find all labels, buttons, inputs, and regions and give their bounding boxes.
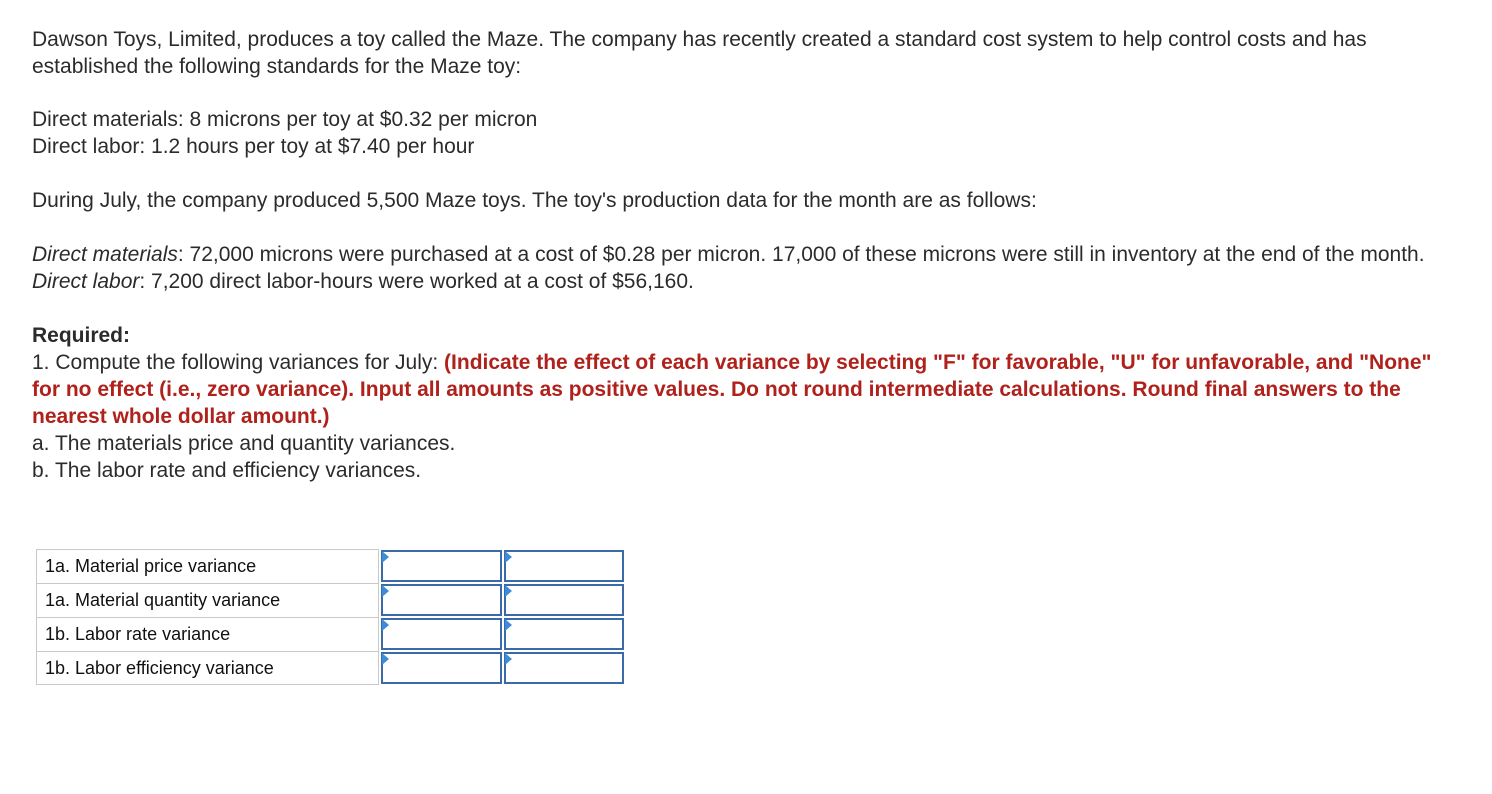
- material-quantity-effect-select[interactable]: [504, 584, 624, 616]
- labor-efficiency-amount-input[interactable]: [381, 652, 502, 684]
- row-label: 1b. Labor rate variance: [36, 617, 379, 651]
- material-quantity-amount-input[interactable]: [381, 584, 502, 616]
- direct-labor-label: Direct labor: [32, 270, 140, 293]
- production-direct-labor: [32, 268, 1452, 295]
- question-1: [32, 349, 1452, 430]
- table-row: [36, 617, 624, 651]
- labor-rate-amount-input[interactable]: [381, 618, 502, 650]
- material-price-amount-input[interactable]: [381, 550, 502, 582]
- question-part-b: b. The labor rate and efficiency variances.: [32, 459, 422, 482]
- amount-cell: [379, 617, 502, 651]
- row-label: 1a. Material price variance: [36, 549, 379, 583]
- table-row: [36, 651, 624, 685]
- standard-direct-materials: Direct materials: 8 microns per toy at $0.32 per micron: [32, 108, 538, 131]
- effect-cell: [502, 583, 624, 617]
- amount-cell: [379, 583, 502, 617]
- row-label: 1a. Material quantity variance: [36, 583, 379, 617]
- production-intro: During July, the company produced 5,500 Maze toys. The toy's production data for the month are as follows:: [32, 189, 1037, 212]
- question-part-a: a. The materials price and quantity variances.: [32, 432, 456, 455]
- question-1-instructions: (Indicate the effect of each variance by selecting "F" for favorable, "U" for unfavorable, and "None" for no effect (i.e., zero variance). Input all amounts as positive values. Do not round intermediate calculations. Round final answers to the nearest whole dollar amount.): [32, 351, 1432, 428]
- answer-table: [36, 549, 624, 685]
- amount-cell: [379, 651, 502, 685]
- material-price-effect-select[interactable]: [504, 550, 624, 582]
- production-direct-materials: [32, 241, 1452, 268]
- effect-cell: [502, 617, 624, 651]
- standard-direct-labor: Direct labor: 1.2 hours per toy at $7.40 per hour: [32, 135, 475, 158]
- direct-materials-label: Direct materials: [32, 243, 178, 266]
- question-1-lead: 1. Compute the following variances for July:: [32, 351, 445, 374]
- effect-cell: [502, 549, 624, 583]
- direct-labor-detail: : 7,200 direct labor-hours were worked at a cost of $56,160.: [139, 270, 694, 293]
- required-heading: Required:: [32, 324, 131, 347]
- problem-content: [32, 26, 1452, 484]
- table-row: [36, 549, 624, 583]
- effect-cell: [502, 651, 624, 685]
- labor-rate-effect-select[interactable]: [504, 618, 624, 650]
- row-label: 1b. Labor efficiency variance: [36, 651, 379, 685]
- table-row: [36, 583, 624, 617]
- labor-efficiency-effect-select[interactable]: [504, 652, 624, 684]
- problem-intro: Dawson Toys, Limited, produces a toy called the Maze. The company has recently created a standard cost system to help control costs and has established the following standards for the Maze toy:: [32, 28, 1367, 78]
- amount-cell: [379, 549, 502, 583]
- direct-materials-detail: : 72,000 microns were purchased at a cost of $0.28 per micron. 17,000 of these microns were still in inventory at the end of the month.: [177, 243, 1425, 266]
